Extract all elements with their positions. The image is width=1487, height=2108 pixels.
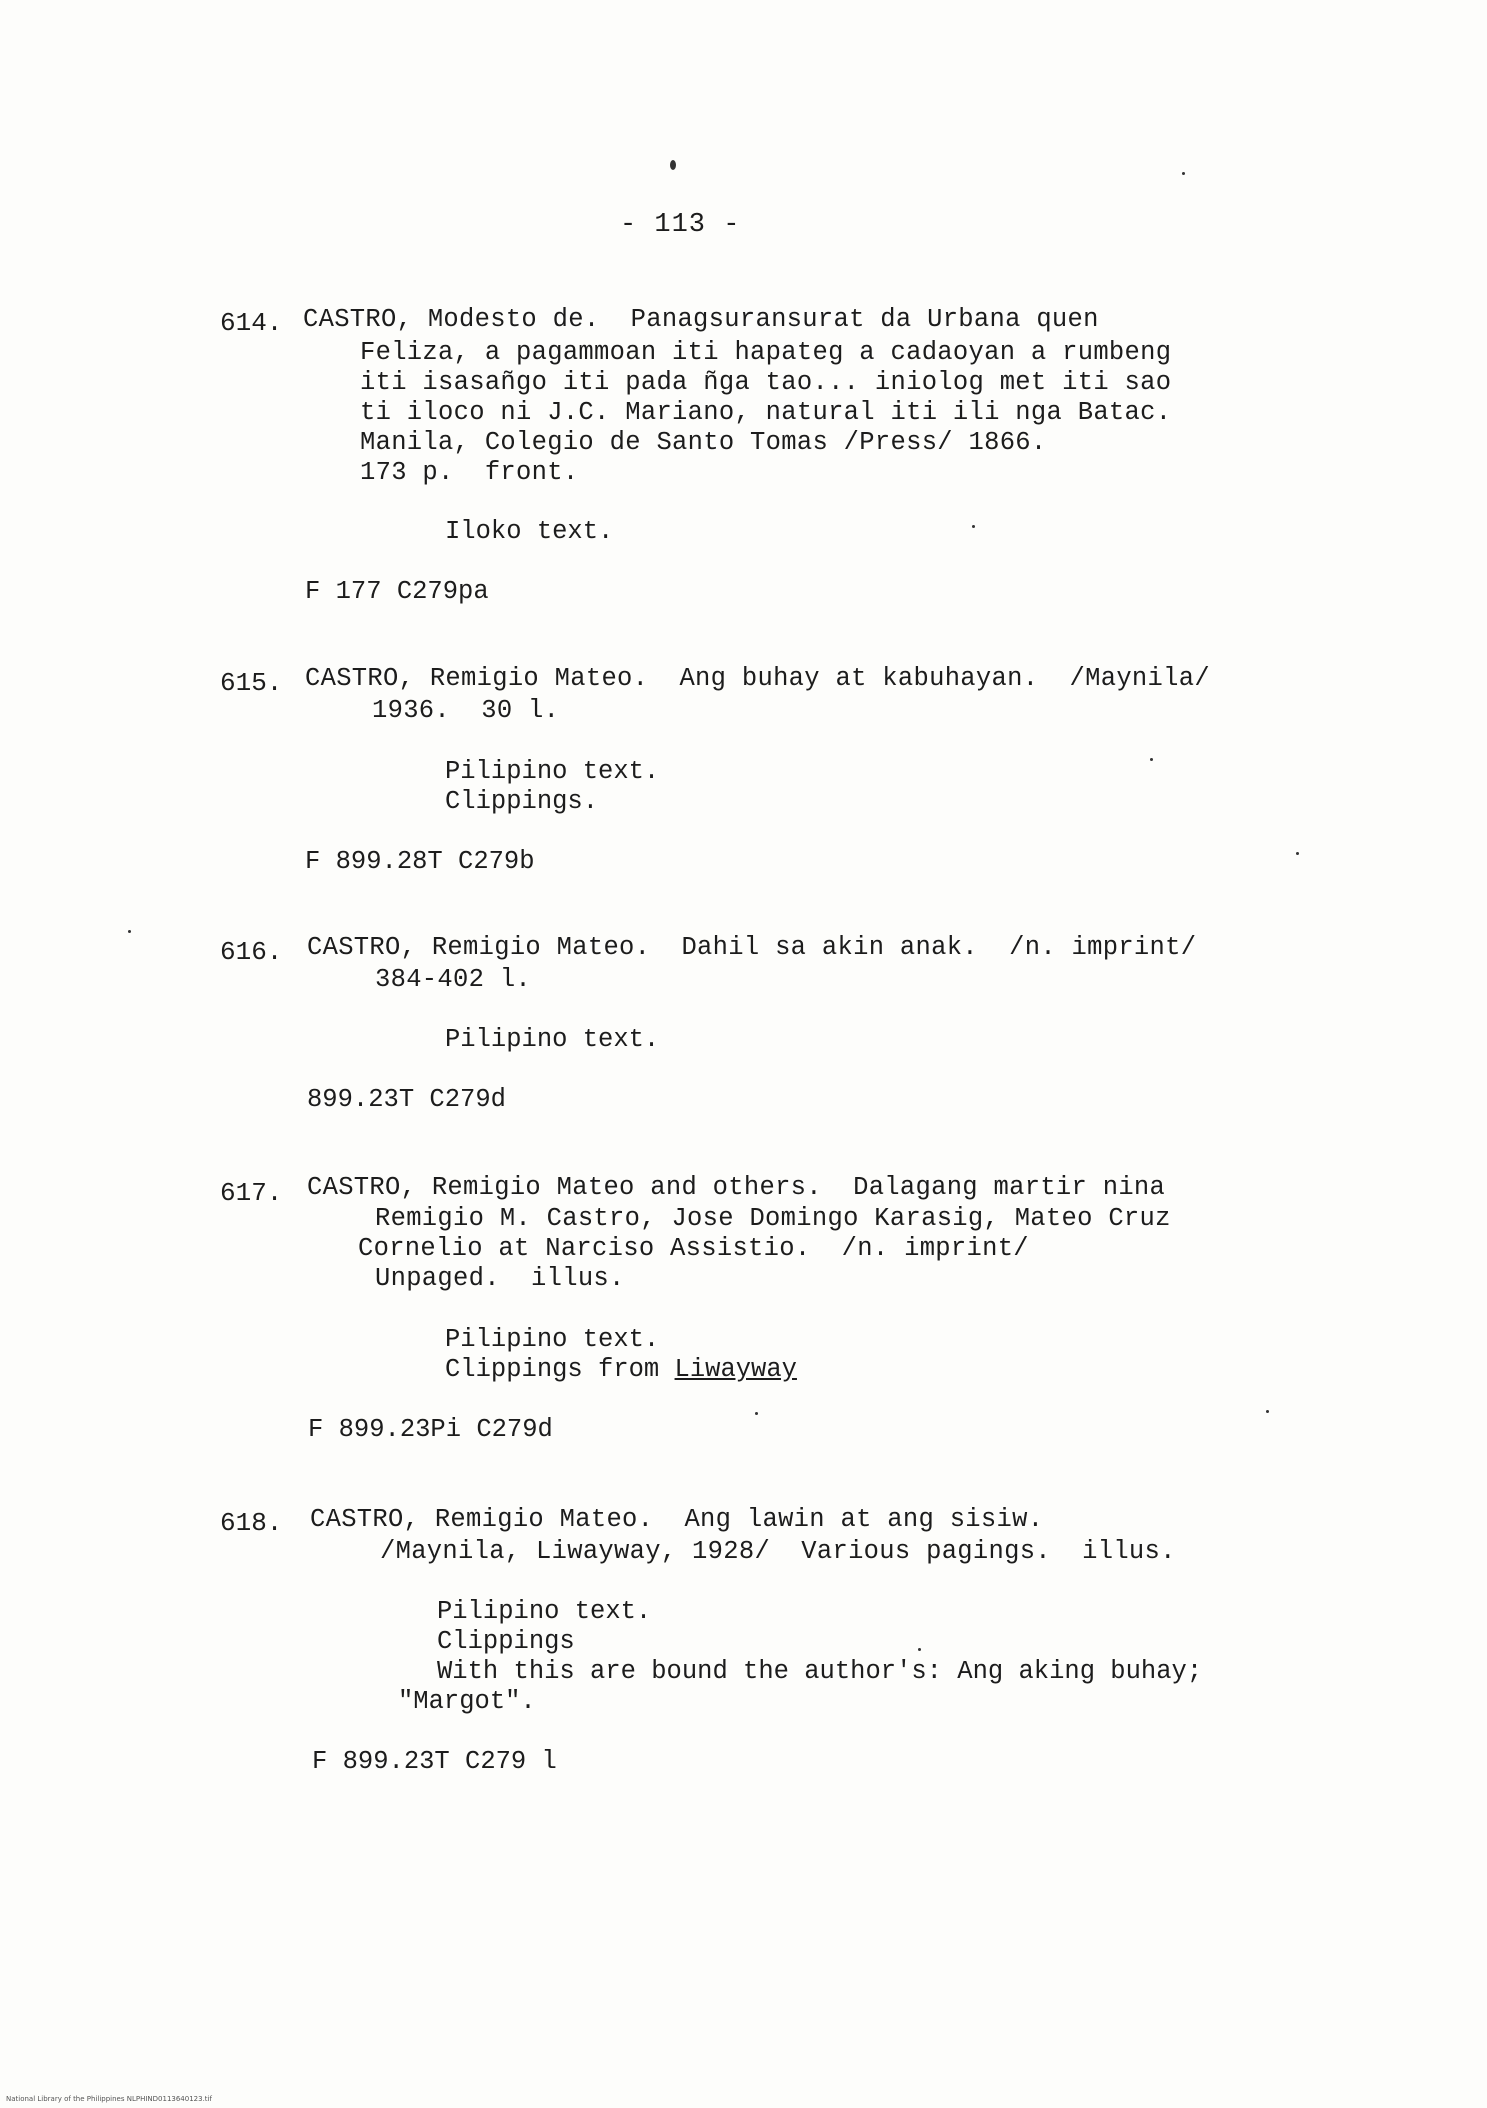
entry-note: Pilipino text. [445, 1325, 660, 1354]
entry-number: 617. [220, 1178, 283, 1208]
scan-speck [1266, 1410, 1269, 1413]
entry-line: CASTRO, Remigio Mateo. Ang lawin at ang sisiw. [310, 1505, 1044, 1534]
periodical-title: Liwayway [674, 1355, 797, 1384]
entry-note: Clippings [437, 1627, 575, 1656]
entry-note: Pilipino text. [437, 1597, 652, 1626]
entry-line: Cornelio at Narciso Assistio. /n. imprint/ [358, 1234, 1029, 1263]
entry-line: Feliza, a pagammoan iti hapateg a cadaoyan a rumbeng [360, 338, 1172, 367]
entry-note: "Margot". [398, 1687, 536, 1716]
entry-line: Remigio M. Castro, Jose Domingo Karasig, Mateo Cruz [375, 1204, 1171, 1233]
call-number: 899.23T C279d [307, 1085, 506, 1114]
scan-speck [918, 1648, 921, 1651]
entry-note: With this are bound the author's: Ang aking buhay; [437, 1657, 1203, 1686]
scan-speck [128, 930, 131, 933]
entry-line: Unpaged. illus. [375, 1264, 625, 1293]
entry-line: CASTRO, Modesto de. Panagsuransurat da Urbana quen [303, 305, 1099, 334]
entry-line: 384-402 l. [375, 965, 532, 994]
scan-speck [1150, 758, 1153, 761]
entry-line: Manila, Colegio de Santo Tomas /Press/ 1866. [360, 428, 1047, 457]
entry-number: 614. [220, 308, 283, 338]
page-number: - 113 - [620, 210, 741, 240]
call-number: F 899.28T C279b [305, 847, 535, 876]
scan-footer: National Library of the Philippines NLPHIND0113640123.tif [6, 2095, 212, 2103]
entry-line: CASTRO, Remigio Mateo and others. Dalagang martir nina [307, 1173, 1166, 1202]
call-number: F 899.23Pi C279d [308, 1415, 553, 1444]
entry-note: Clippings. [445, 787, 599, 816]
call-number: F 177 C279pa [305, 577, 489, 606]
scan-speck [1296, 852, 1299, 855]
entry-line: /Maynila, Liwayway, 1928/ Various pagings. illus. [380, 1537, 1176, 1566]
entry-note: Pilipino text. [445, 757, 660, 786]
scan-speck [755, 1412, 758, 1415]
entry-number: 618. [220, 1508, 283, 1538]
entry-line: CASTRO, Remigio Mateo. Ang buhay at kabuhayan. /Maynila/ [305, 664, 1210, 693]
entry-note: Iloko text. [445, 517, 614, 546]
call-number: F 899.23T C279 l [312, 1747, 557, 1776]
entry-line: iti isasañgo iti pada ñga tao... iniolog met iti sao [360, 368, 1172, 397]
scan-speck [1182, 172, 1185, 175]
entry-note [445, 1355, 797, 1384]
entry-number: 615. [220, 668, 283, 698]
scan-speck [670, 160, 676, 170]
entry-number: 616. [220, 937, 283, 967]
note-text: Clippings from [445, 1355, 675, 1384]
scan-speck [972, 525, 975, 528]
entry-line: ti iloco ni J.C. Mariano, natural iti ili nga Batac. [360, 398, 1172, 427]
entry-line: 1936. 30 l. [372, 696, 560, 725]
entry-line: 173 p. front. [360, 458, 579, 487]
entry-note: Pilipino text. [445, 1025, 660, 1054]
entry-line: CASTRO, Remigio Mateo. Dahil sa akin anak. /n. imprint/ [307, 933, 1197, 962]
